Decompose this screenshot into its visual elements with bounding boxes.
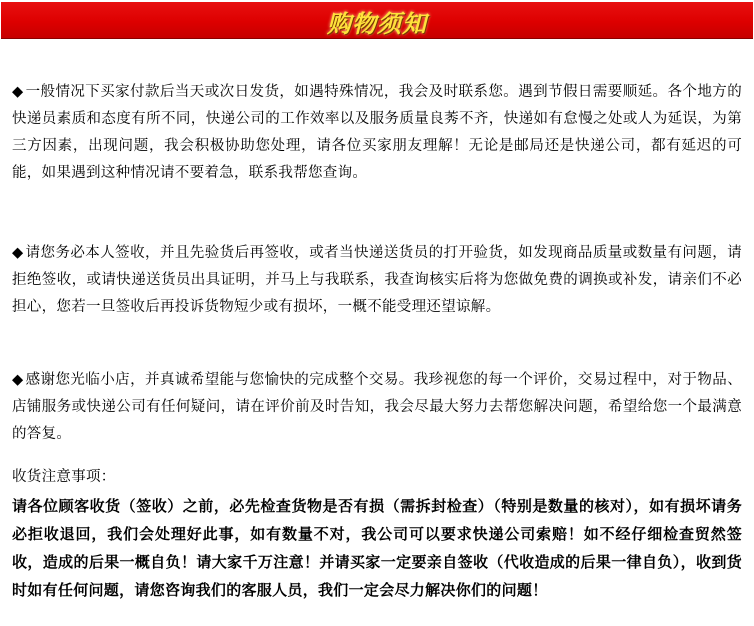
thanks-paragraph — [12, 367, 742, 448]
shipping-paragraph — [12, 79, 742, 187]
diamond-bullet-icon: ◆ — [12, 372, 24, 388]
banner-title: 购物须知 — [327, 9, 427, 38]
thanks-text: 感谢您光临小店，并真诚希望能与您愉快的完成整个交易。我珍视您的每一个评价，交易过程中，对于物品、店铺服务或快递公司有任何疑问，请在评价前及时告知，我会尽最大努力去帮您解决问题，希望给您一个最满意的答复。 — [12, 372, 743, 442]
receiving-notice-body: 请各位顾客收货（签收）之前，必先检查货物是否有损（需拆封检查）（特别是数量的核对），如有损坏请务必拒收退回，我们会处理好此事，如有数量不对，我公司可以要求快递公司索赔！如不经仔细检查贸然签收，造成的后果一概自负！请大家千万注意！并请买家一定要亲自签收（代收造成的后果一律自负），收到货时如有任何问题，请您咨询我们的客服人员，我们一定会尽力解决你们的问题！ — [12, 497, 742, 599]
shipping-text: 一般情况下买家付款后当天或次日发货，如遇特殊情况，我会及时联系您。遇到节假日需要顺延。各个地方的快递员素质和态度有所不同，快递公司的工作效率以及服务质量良莠不齐，快递如有怠慢之处或人为延误，为第三方因素，出现问题，我会积极协助您处理，请各位买家朋友理解！无论是邮局还是快递公司，都有延迟的可能，如果遇到这种情况请不要着急，联系我帮您查询。 — [12, 84, 743, 181]
diamond-bullet-icon: ◆ — [12, 245, 24, 261]
diamond-bullet-icon: ◆ — [12, 84, 24, 100]
receiving-notice-heading: 收货注意事项： — [12, 469, 116, 485]
shopping-notice-banner — [1, 2, 753, 39]
signing-text: 请您务必本人签收，并且先验货后再签收，或者当快递送货员的打开验货，如发现商品质量或数量有问题，请拒绝签收，或请快递送货员出具证明，并马上与我联系，我查询核实后将为您做免费的调换或补发，请亲们不必担心，您若一旦签收后再投诉货物短少或有损坏，一概不能受理还望谅解。 — [12, 245, 743, 315]
signing-paragraph — [12, 240, 742, 321]
